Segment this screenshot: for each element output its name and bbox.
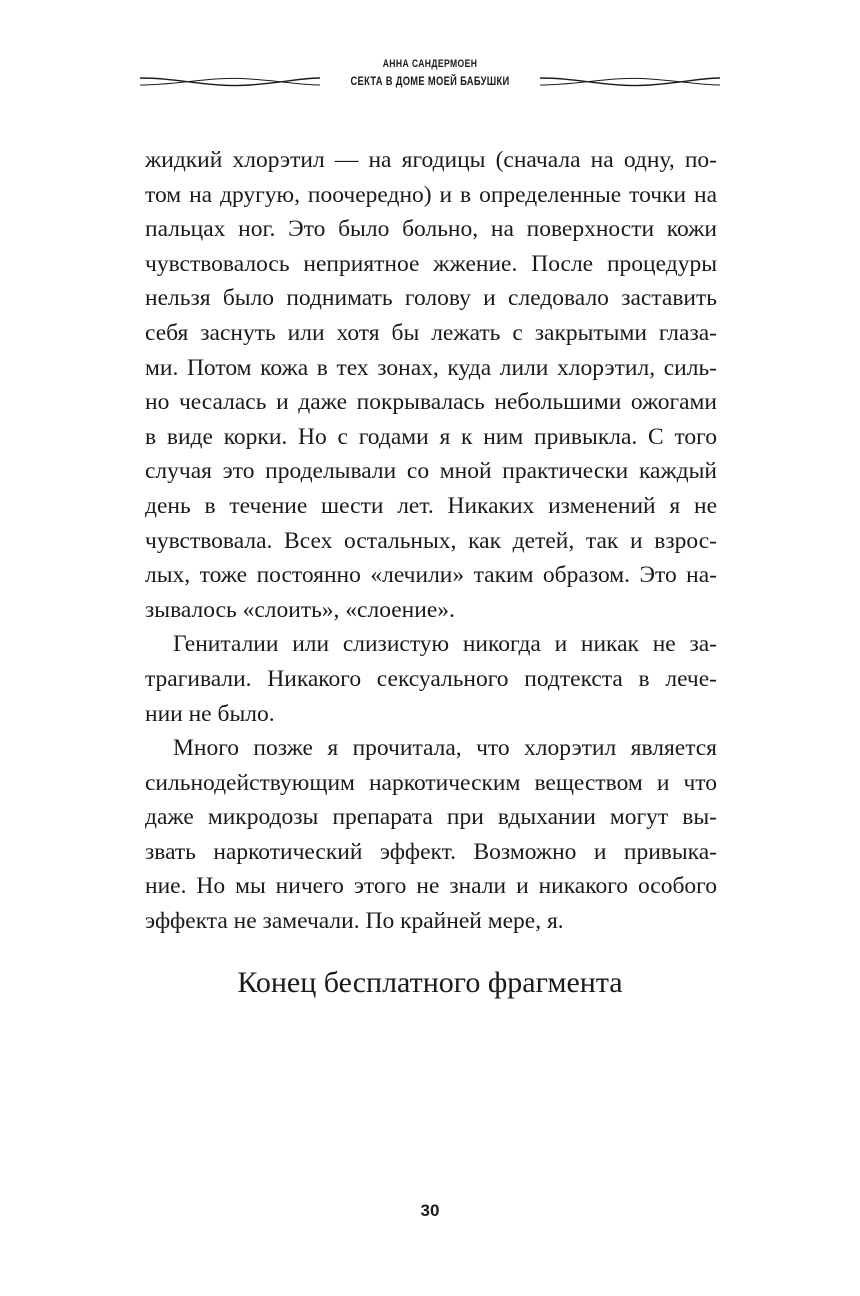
text-line: пальцах ног. Это было больно, на поверхности кожи bbox=[145, 216, 717, 243]
right-ornament-icon bbox=[540, 72, 720, 90]
header-title-row bbox=[140, 72, 720, 90]
paragraph-1 bbox=[145, 143, 717, 627]
text-line: сильнодействующим наркотическим веществом и что bbox=[145, 769, 717, 796]
text-line: ми. Потом кожа в тех зонах, куда лили хлорэтил, силь- bbox=[145, 354, 717, 381]
text-line: но чесалась и даже покрывалась небольшими ожогами bbox=[145, 389, 717, 416]
paragraph-2 bbox=[145, 627, 717, 731]
text-line: даже микродозы препарата при вдыхании могут вы- bbox=[145, 804, 717, 831]
running-header bbox=[140, 56, 720, 90]
text-line: Гениталии или слизистую никогда и никак не за- bbox=[173, 631, 717, 658]
text-line: нельзя было поднимать голову и следовало заставить bbox=[145, 285, 717, 312]
page-number: 30 bbox=[420, 1201, 440, 1220]
left-ornament-icon bbox=[140, 72, 320, 90]
body-text bbox=[145, 143, 717, 939]
text-line: том на другую, поочередно) и в определенные точки на bbox=[145, 181, 717, 208]
paragraph-3 bbox=[145, 731, 717, 939]
text-line: нии не было. bbox=[145, 700, 275, 727]
text-line: день в течение шести лет. Никаких изменений я не bbox=[145, 492, 717, 519]
text-line: зывалось «слоить», «слоение». bbox=[145, 596, 455, 623]
text-line: звать наркотический эффект. Возможно и привыка- bbox=[145, 838, 717, 865]
text-line: трагивали. Никакого сексуального подтекста в лече- bbox=[145, 665, 717, 692]
header-book-title: СЕКТА В ДОМЕ МОЕЙ БАБУШКИ bbox=[350, 74, 510, 88]
text-line: в виде корки. Но с годами я к ним привыкла. С того bbox=[145, 423, 717, 450]
end-of-fragment-notice: Конец бесплатного фрагмента bbox=[237, 966, 623, 999]
text-line: жидкий хлорэтил — на ягодицы (сначала на одну, по- bbox=[145, 147, 717, 173]
text-line: чувствовала. Всех остальных, как детей, так и взрос- bbox=[145, 527, 717, 554]
text-line: ние. Но мы ничего этого не знали и никакого особого bbox=[145, 873, 717, 900]
header-author: АННА САНДЕРМОЕН bbox=[382, 58, 478, 70]
text-line: себя заснуть или хотя бы лежать с закрытыми глаза- bbox=[145, 319, 717, 346]
text-line: лых, тоже постоянно «лечили» таким образом. Это на- bbox=[145, 562, 717, 589]
text-line: случая это проделывали со мной практически каждый bbox=[145, 458, 717, 485]
text-line: Много позже я прочитала, что хлорэтил является bbox=[173, 735, 717, 762]
text-line: эффекта не замечали. По крайней мере, я. bbox=[145, 908, 564, 935]
text-line: чувствовалось неприятное жжение. После процедуры bbox=[145, 250, 717, 277]
